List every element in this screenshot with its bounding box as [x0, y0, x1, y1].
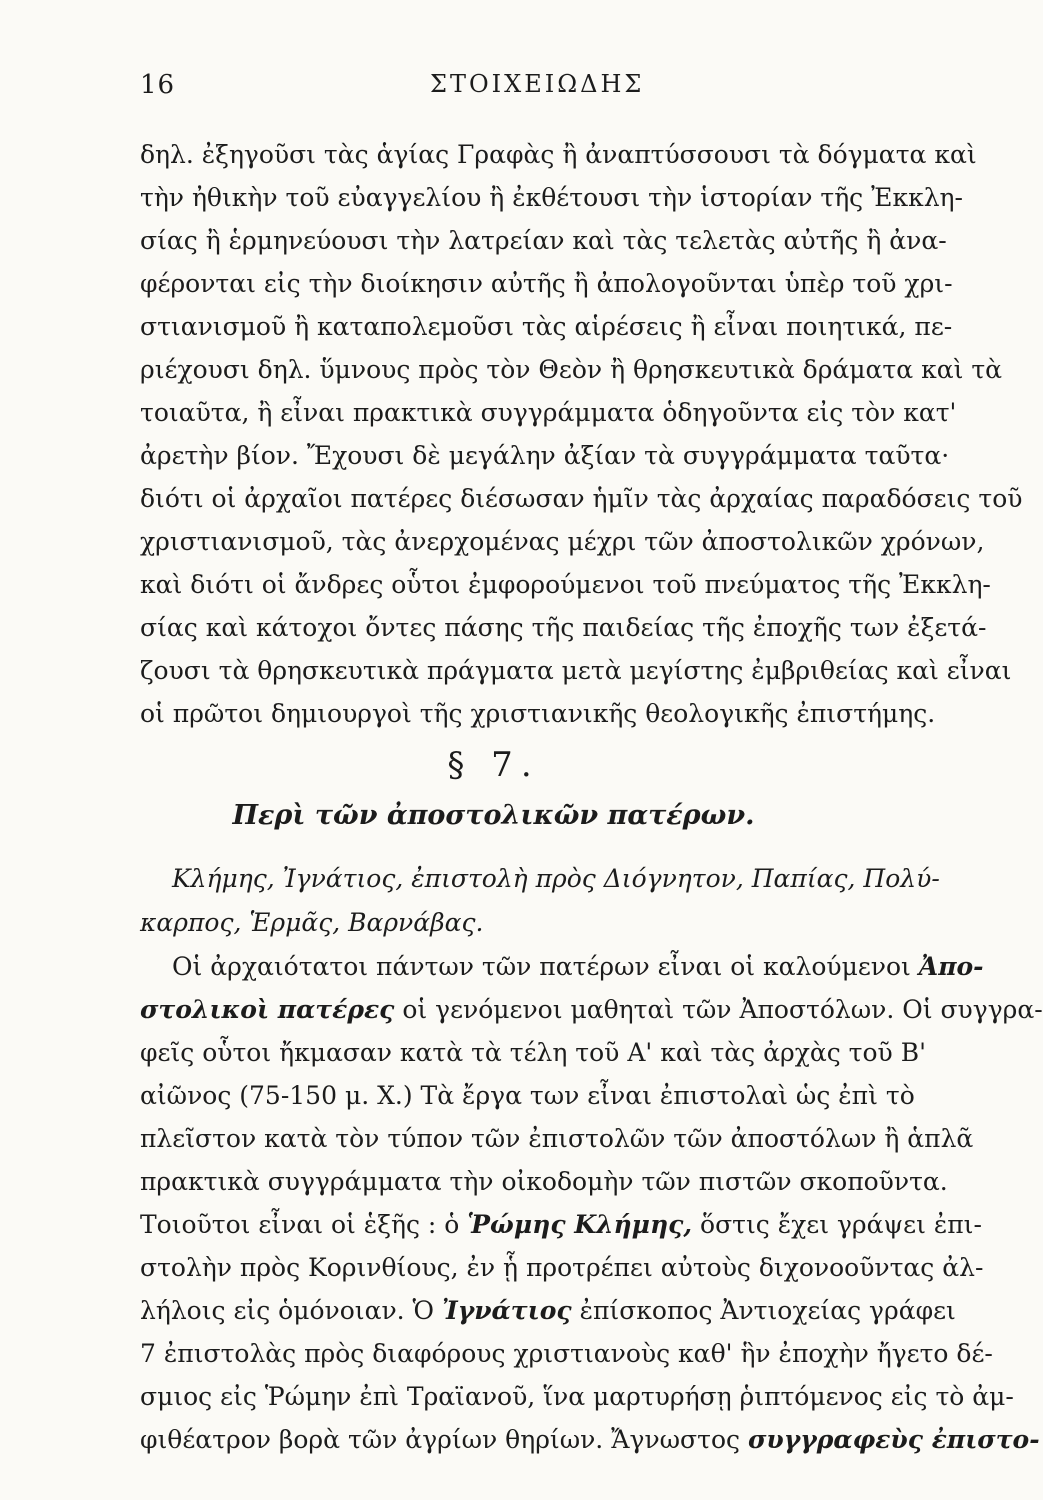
emphasis-run: Ἀπο-: [918, 952, 984, 981]
text-run: φιθέατρον βορὰ τῶν ἀγρίων θηρίων.: [140, 1425, 604, 1454]
text-run: Τοιοῦτοι εἶναι οἱ ἑξῆς : ὁ: [140, 1210, 468, 1239]
text-line: σμιος εἰς Ῥώμην ἐπὶ Τραϊανοῦ, ἵνα μαρτυρήσῃ ῥιπτόμενος εἰς τὸ ἀμ-: [140, 1382, 1014, 1411]
text-run: ὅστις ἔχει γράψει ἐπι-: [692, 1210, 982, 1239]
text-line: χριστιανισμοῦ, τὰς ἀνερχομένας μέχρι τῶν ἀποστολικῶν χρόνων,: [140, 527, 985, 556]
text-line: στιανισμοῦ ἢ καταπολεμοῦσι τὰς αἱρέσεις ἢ εἶναι ποιητικά, πε-: [140, 312, 953, 341]
text-line: φεῖς οὗτοι ἤκμασαν κατὰ τὰ τέλη τοῦ Α' καὶ τὰς ἀρχὰς τοῦ Β': [140, 1038, 926, 1067]
text-line: διότι οἱ ἀρχαῖοι πατέρες διέσωσαν ἡμῖν τὰς ἀρχαίας παραδόσεις τοῦ: [140, 484, 1023, 513]
text-line: 7 ἐπιστολὰς πρὸς διαφόρους χριστιανοὺς καθ' ἣν ἐποχὴν ἤγετο δέ-: [140, 1339, 993, 1368]
emphasis-run: στολικοὶ πατέρες: [140, 995, 395, 1024]
text-line: αἰῶνος (75-150 μ. Χ.) Τὰ ἔργα των εἶναι ἐπιστολαὶ ὡς ἐπὶ τὸ: [140, 1081, 915, 1110]
emphasis-run: Ἰγνάτιος: [441, 1296, 572, 1325]
text-line: [172, 950, 984, 986]
text-line: πλεῖστον κατὰ τὸν τύπον τῶν ἐπιστολῶν τῶν ἀποστόλων ἢ ἁπλᾶ: [140, 1124, 974, 1153]
text-line: τοιαῦτα, ἢ εἶναι πρακτικὰ συγγράμματα ὁδηγοῦντα εἰς τὸν κατ': [140, 398, 957, 427]
text-run: ἐπίσκοπος Ἀντιοχείας γράφει: [571, 1296, 956, 1325]
emphasis-run: Ῥώμης Κλήμης,: [467, 1210, 693, 1239]
text-run: Ἄγνωστος: [603, 1425, 748, 1454]
summary-line: καρπος, Ἑρμᾶς, Βαρνάβας.: [140, 908, 484, 937]
text-line: ἀρετὴν βίον. Ἔχουσι δὲ μεγάλην ἀξίαν τὰ συγγράμματα ταῦτα·: [140, 441, 950, 470]
text-line: [140, 1208, 982, 1244]
text-line: καὶ διότι οἱ ἄνδρες οὗτοι ἐμφορούμενοι τοῦ πνεύματος τῆς Ἐκκλη-: [140, 570, 991, 599]
text-line: [140, 1423, 1040, 1459]
text-line: σίας καὶ κάτοχοι ὄντες πάσης τῆς παιδείας τῆς ἐποχῆς των ἐξετά-: [140, 613, 987, 642]
page-number: 16: [140, 70, 176, 100]
text-line: τὴν ἠθικὴν τοῦ εὐαγγελίου ἢ ἐκθέτουσι τὴν ἱστορίαν τῆς Ἐκκλη-: [140, 183, 963, 212]
emphasis-run: συγγραφεὺς ἐπιστο-: [747, 1425, 1040, 1454]
summary-line: Κλήμης, Ἰγνάτιος, ἐπιστολὴ πρὸς Διόγνητον, Παπίας, Πολύ-: [172, 864, 940, 893]
section-number: § 7.: [447, 745, 540, 785]
text-line: δηλ. ἐξηγοῦσι τὰς ἁγίας Γραφὰς ἢ ἀναπτύσσουσι τὰ δόγματα καὶ: [140, 140, 977, 169]
text-line: οἱ πρῶτοι δημιουργοὶ τῆς χριστιανικῆς θεολογικῆς ἐπιστήμης.: [140, 699, 936, 728]
text-line: στολὴν πρὸς Κορινθίους, ἐν ᾗ προτρέπει αὐτοὺς διχονοοῦντας ἀλ-: [140, 1253, 984, 1282]
text-run: λήλοις εἰς ὁμόνοιαν. Ὁ: [140, 1296, 442, 1325]
running-head: ΣΤΟΙΧΕΙΩΔΗΣ: [430, 70, 645, 98]
section-title: Περὶ τῶν ἀποστολικῶν πατέρων.: [232, 800, 755, 831]
text-line: [140, 1294, 956, 1330]
text-line: ζουσι τὰ θρησκευτικὰ πράγματα μετὰ μεγίστης ἐμβριθείας καὶ εἶναι: [140, 656, 1012, 685]
text-run: οἱ γενόμενοι μαθηταὶ τῶν Ἀποστόλων. Οἱ συγγρα-: [394, 995, 1043, 1024]
text-line: σίας ἢ ἑρμηνεύουσι τὴν λατρείαν καὶ τὰς τελετὰς αὐτῆς ἢ ἀνα-: [140, 226, 947, 255]
page-header: [140, 70, 910, 110]
text-line: φέρονται εἰς τὴν διοίκησιν αὐτῆς ἢ ἀπολογοῦνται ὑπὲρ τοῦ χρι-: [140, 269, 953, 298]
text-line: πρακτικὰ συγγράμματα τὴν οἰκοδομὴν τῶν πιστῶν σκοποῦντα.: [140, 1167, 948, 1196]
text-line: ριέχουσι δηλ. ὕμνους πρὸς τὸν Θεὸν ἢ θρησκευτικὰ δράματα καὶ τὰ: [140, 355, 1003, 384]
text-line: [140, 993, 1043, 1029]
text-run: Οἱ ἀρχαιότατοι πάντων τῶν πατέρων εἶναι οἱ καλούμενοι: [172, 952, 919, 981]
